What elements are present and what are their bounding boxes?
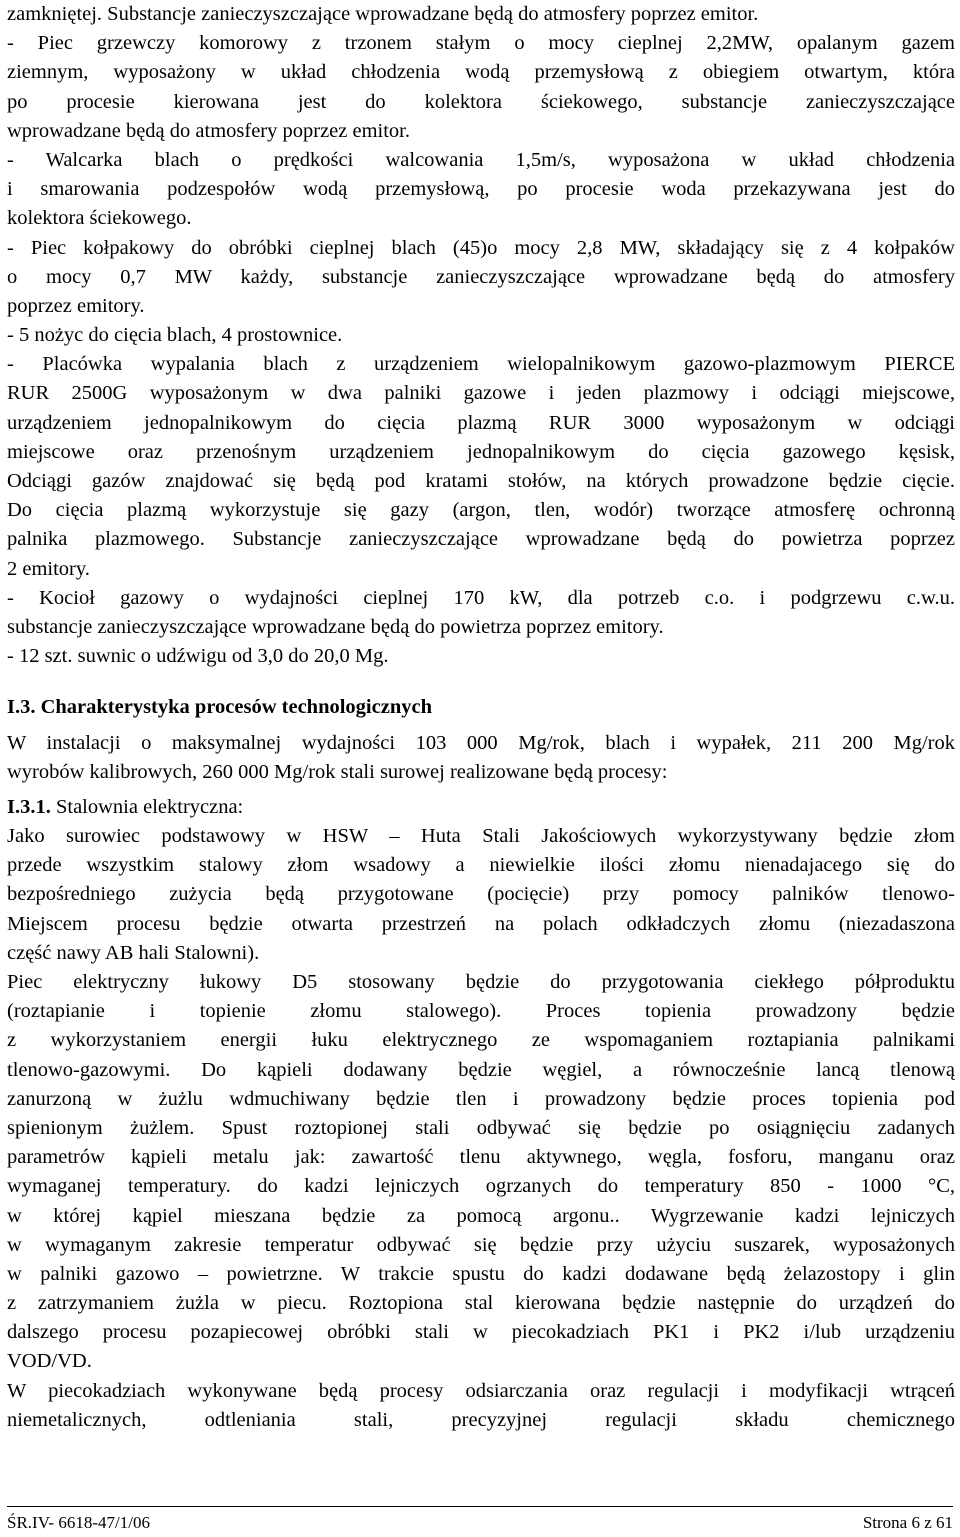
text-line: po procesie kierowana jest do kolektora ściekowego, substancje zanieczyszczające <box>7 90 955 113</box>
text-line: 2 emitory. <box>7 557 90 580</box>
text-line: wymaganej temperatury. do kadzi lejniczych ogrzanych do temperatury 850 - 1000 °C, <box>7 1175 955 1198</box>
document-page <box>7 0 955 1435</box>
spacer <box>7 671 955 693</box>
text-line: niemetalicznych, odtleniania stali, precyzyjnej regulacji składu chemicznego <box>7 1408 955 1431</box>
body-text-top <box>7 0 955 671</box>
text-line: wprowadzane będą do atmosfery poprzez emitor. <box>7 119 411 142</box>
text-line: urządzeniem jednopalnikowym do cięcia plazmą RUR 3000 wyposażonym w odciągi <box>7 411 955 434</box>
text-line: zamkniętej. Substancje zanieczyszczające wprowadzane będą do atmosfery poprzez emitor. <box>7 3 759 25</box>
subsection-heading <box>7 793 955 822</box>
text-line: poprzez emitory. <box>7 294 145 317</box>
document-reference: ŚR.IV- 6618-47/1/06 <box>7 1513 150 1532</box>
text-line: w której kąpiel mieszana będzie za pomocą argonu.. Wygrzewanie kadzi lejniczych <box>7 1204 955 1227</box>
section-heading: I.3. Charakterystyka procesów technologicznych <box>7 696 432 719</box>
text-line: o mocy 0,7 MW każdy, substancje zanieczyszczające wprowadzane będą do atmosfery <box>7 265 955 288</box>
text-line: bezpośredniego zużycia będą przygotowane (pocięcie) przy pomocy palników tlenowo- <box>7 883 955 906</box>
text-line: z zatrzymaniem żużla w piecu. Roztopiona stal kierowana będzie następnie do urządzeń do <box>7 1292 955 1315</box>
body-text-bottom <box>7 822 955 1435</box>
text-line: spienionym żużlem. Spust roztopionej stali odbywać się będzie po osiągnięciu zadanych <box>7 1116 955 1139</box>
footer-rule <box>7 1506 953 1507</box>
text-line: - Piec grzewczy komorowy z trzonem stałym o mocy cieplnej 2,2MW, opalanym gazem <box>7 32 955 55</box>
page-number: Strona 6 z 61 <box>862 1513 953 1532</box>
section-intro <box>7 729 955 787</box>
text-line: wyrobów kalibrowych, 260 000 Mg/rok stali surowej realizowane będą procesy: <box>7 760 668 783</box>
text-line: - Placówka wypalania blach z urządzeniem wielopalnikowym gazowo-plazmowym PIERCE <box>7 353 955 376</box>
text-line: część nawy AB hali Stalowni). <box>7 941 260 964</box>
page-footer <box>0 1503 960 1537</box>
text-line: Odciągi gazów znajdować się będą pod kratami stołów, na których prowadzone będzie cięcie. <box>7 470 955 492</box>
text-line: - Piec kołpakowy do obróbki cieplnej blach (45)o mocy 2,8 MW, składający się z 4 kołpaków <box>7 236 955 259</box>
text-line: - Walcarka blach o prędkości walcowania 1,5m/s, wyposażona w układ chłodzenia <box>7 148 955 171</box>
text-line: w wymaganym zakresie temperatur odbywać się będzie przy użyciu suszarek, wyposażonych <box>7 1233 955 1256</box>
text-line: dalszego procesu pozapiecowej obróbki stali w piecokadziach PK1 i PK2 i/lub urządzeniu <box>7 1321 955 1344</box>
text-line: Jako surowiec podstawowy w HSW – Huta Stali Jakościowych wykorzystywany będzie złom <box>7 825 955 848</box>
text-line: palnika plazmowego. Substancje zanieczyszczające wprowadzane będą do powietrza poprzez <box>7 528 955 551</box>
subsection-number: I.3.1. <box>7 795 51 818</box>
text-line: miejscowe oraz przenośnym urządzeniem jednopalnikowym do cięcia gazowego kęsisk, <box>7 440 955 463</box>
text-line: RUR 2500G wyposażonym w dwa palniki gazowe i jeden plazmowy i odciągi miejscowe, <box>7 382 955 405</box>
text-line: - 12 szt. suwnic o udźwigu od 3,0 do 20,0 Mg. <box>7 645 389 668</box>
text-line: W piecokadziach wykonywane będą procesy odsiarczania oraz regulacji i modyfikacji wtrąceń <box>7 1379 955 1402</box>
text-line: tlenowo-gazowymi. Do kąpieli dodawany będzie węgiel, a równocześnie lancą tlenową <box>7 1058 955 1081</box>
text-line: Piec elektryczny łukowy D5 stosowany będzie do przygotowania ciekłego półproduktu <box>7 971 955 993</box>
text-line: Do cięcia plazmą wykorzystuje się gazy (argon, tlen, wodór) tworzące atmosferę ochronną <box>7 499 955 522</box>
subsection-title: Stalownia elektryczna: <box>50 795 244 818</box>
text-line: parametrów kąpieli metalu jak: zawartość tlenu aktywnego, węgla, fosforu, manganu oraz <box>7 1146 955 1169</box>
text-line: kolektora ściekowego. <box>7 207 192 230</box>
text-line: ziemnym, wyposażony w układ chłodzenia wodą przemysłową z obiegiem otwartym, która <box>7 61 955 84</box>
text-line: - 5 nożyc do cięcia blach, 4 prostownice. <box>7 324 343 347</box>
text-line: VOD/VD. <box>7 1350 92 1373</box>
text-line: w palniki gazowo – powietrzne. W trakcie spustu do kadzi dodawane będą żelazostopy i glin <box>7 1262 955 1285</box>
text-line: (roztapianie i topienie złomu stalowego). Proces topienia prowadzony będzie <box>7 1000 955 1023</box>
text-line: zanurzoną w żużlu wdmuchiwany będzie tlen i prowadzony będzie proces topienia pod <box>7 1087 955 1110</box>
text-line: W instalacji o maksymalnej wydajności 103 000 Mg/rok, blach i wypałek, 211 200 Mg/rok <box>7 731 955 754</box>
text-line: przede wszystkim stalowy złom wsadowy a niewielkie ilości złomu nienadajacego się do <box>7 854 955 877</box>
text-line: z wykorzystaniem energii łuku elektrycznego ze wspomaganiem roztapiania palnikami <box>7 1029 955 1052</box>
text-line: substancje zanieczyszczające wprowadzane będą do powietrza poprzez emitory. <box>7 615 664 638</box>
text-line: - Kocioł gazowy o wydajności cieplnej 170 kW, dla potrzeb c.o. i podgrzewu c.w.u. <box>7 586 955 609</box>
text-line: i smarowania podzespołów wodą przemysłową, po procesie woda przekazywana jest do <box>7 178 955 201</box>
text-line: Miejscem procesu będzie otwarta przestrzeń na polach odkładczych złomu (niezadaszona <box>7 912 955 935</box>
